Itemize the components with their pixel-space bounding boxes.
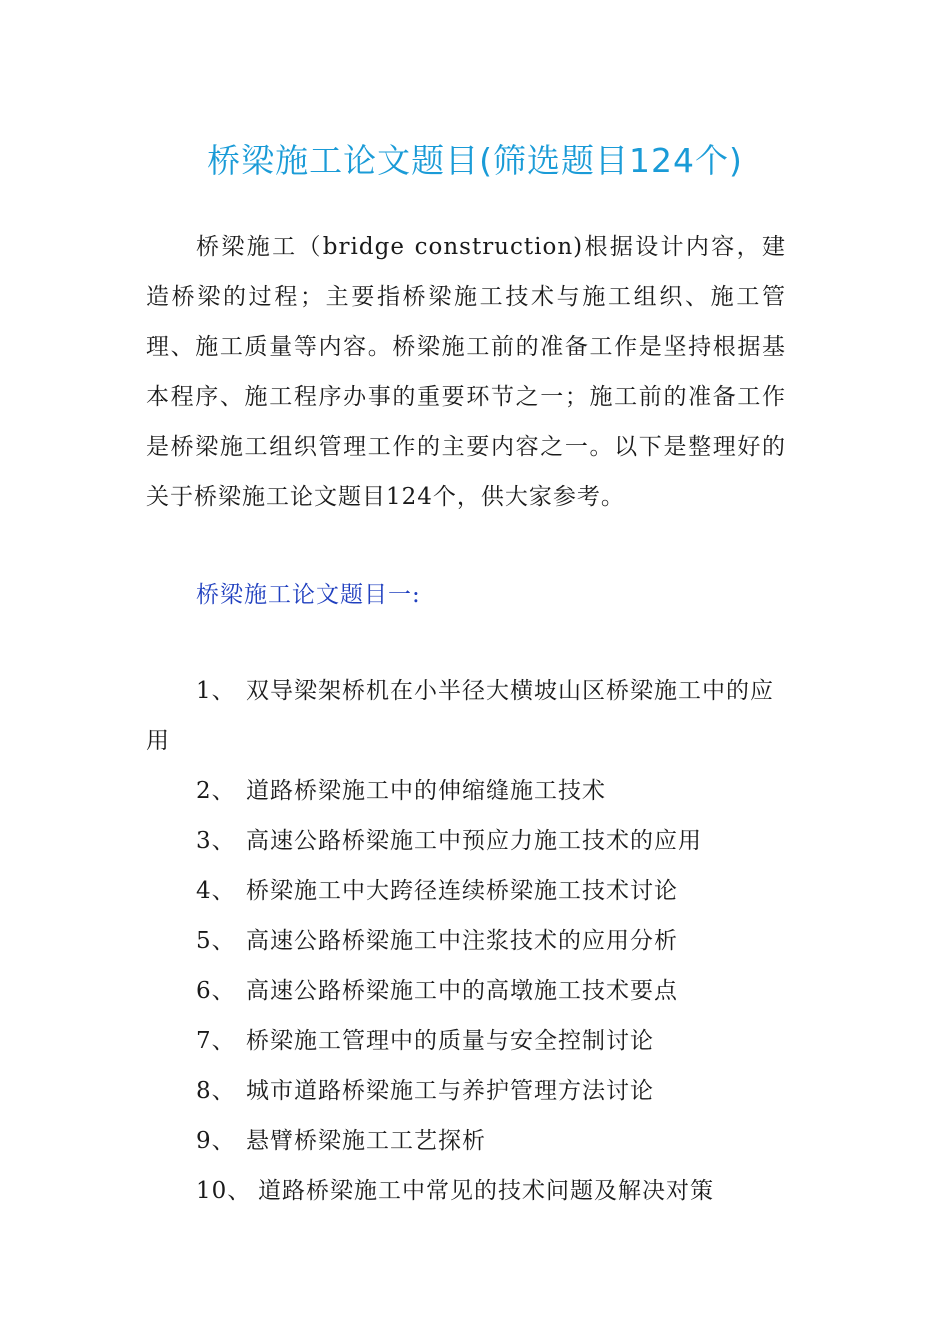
item-text: 悬臂桥梁施工工艺探析 [246,1128,486,1154]
item-number: 1、 [196,678,236,704]
list-item [146,766,786,816]
list-item [146,1166,786,1216]
item-number: 7、 [196,1028,236,1054]
list-item [146,816,786,866]
item-number: 9、 [196,1128,236,1154]
item-text: 桥梁施工管理中的质量与安全控制讨论 [246,1028,654,1054]
item-text: 城市道路桥梁施工与养护管理方法讨论 [246,1078,654,1104]
section-heading: 桥梁施工论文题目一: [196,582,421,608]
list-item [146,1016,786,1066]
item-text: 双导梁架桥机在小半径大横坡山区桥梁施工中的应用 [146,678,774,754]
item-text: 高速公路桥梁施工中的高墩施工技术要点 [246,978,678,1004]
item-text: 道路桥梁施工中的伸缩缝施工技术 [246,778,606,804]
item-number: 3、 [196,828,236,854]
list-item [146,966,786,1016]
list-item [146,866,786,916]
item-text: 高速公路桥梁施工中注浆技术的应用分析 [246,928,678,954]
item-text: 道路桥梁施工中常见的技术问题及解决对策 [258,1178,714,1204]
item-text: 高速公路桥梁施工中预应力施工技术的应用 [246,828,702,854]
item-number: 4、 [196,878,236,904]
item-text: 桥梁施工中大跨径连续桥梁施工技术讨论 [246,878,678,904]
list-item [146,1066,786,1116]
item-number: 6、 [196,978,236,1004]
document-title: 桥梁施工论文题目(筛选题目124个) [207,141,743,180]
item-number: 10、 [196,1178,252,1204]
list-item [146,916,786,966]
item-number: 5、 [196,928,236,954]
intro-paragraph: 桥梁施工（bridge construction)根据设计内容，建造桥梁的过程；主要指桥梁施工技术与施工组织、施工管理、施工质量等内容。桥梁施工前的准备工作是坚持根据基本程序、施工程序办事的重要环节之一；施工前的准备工作是桥梁施工组织管理工作的主要内容之一。以下是整理好的关于桥梁施工论文题目124个，供大家参考。 [146,234,786,510]
list-item [146,666,786,766]
item-number: 2、 [196,778,236,804]
list-item [146,1116,786,1166]
topic-list [146,666,786,1216]
item-number: 8、 [196,1078,236,1104]
